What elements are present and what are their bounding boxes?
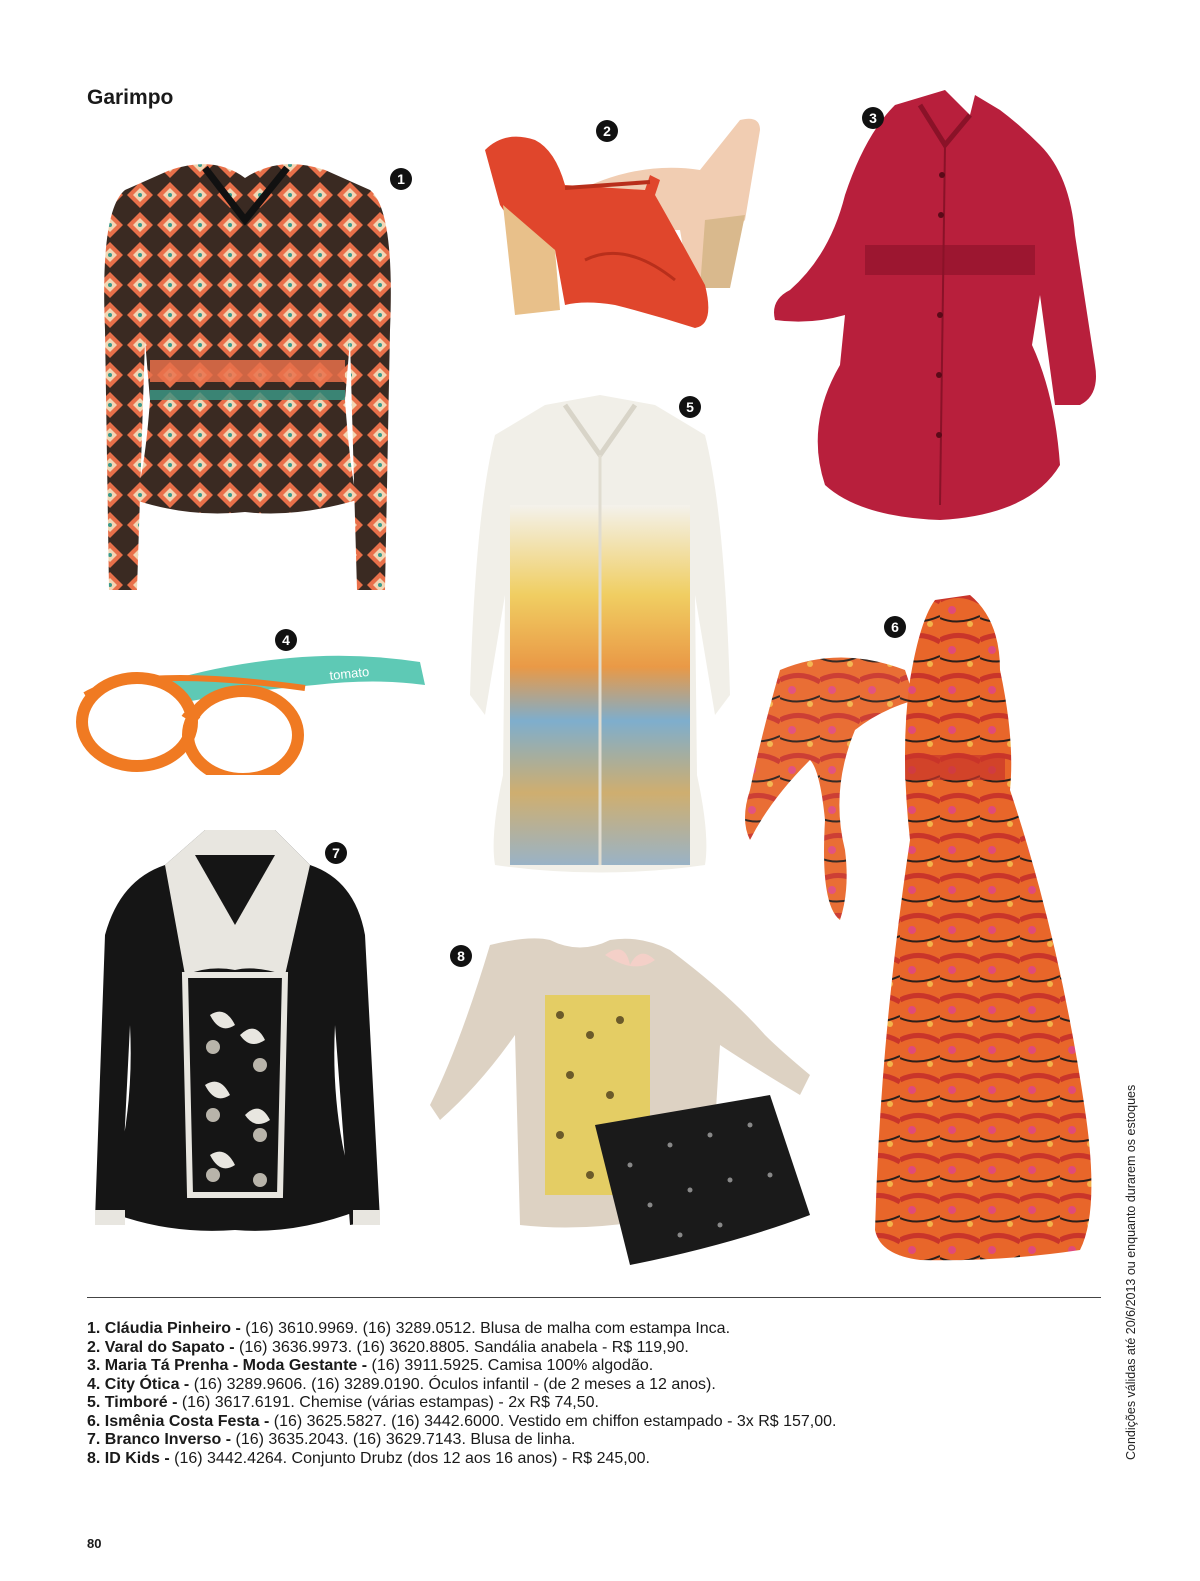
product-number-badge: 6	[884, 616, 906, 638]
store-name: 4. City Ótica -	[87, 1375, 190, 1393]
credit-line	[87, 1339, 1087, 1358]
printed-blouse-icon	[95, 150, 400, 600]
credit-line	[87, 1450, 1087, 1469]
product-number-badge: 2	[596, 120, 618, 142]
store-name: 2. Varal do Sapato -	[87, 1338, 235, 1356]
page-number: 80	[87, 1536, 102, 1551]
store-name: 6. Ismênia Costa Festa -	[87, 1412, 270, 1430]
product-details: (16) 3635.2043. (16) 3629.7143. Blusa de linha.	[231, 1431, 576, 1448]
product-details: (16) 3442.4264. Conjunto Drubz (dos 12 aos 16 anos) - R$ 245,00.	[169, 1449, 650, 1467]
wedge-sandals-icon	[475, 110, 775, 340]
product-details: (16) 3636.9973. (16) 3620.8805. Sandália anabela - R$ 119,90.	[234, 1338, 689, 1356]
section-title: Garimpo	[87, 86, 174, 109]
credit-line	[87, 1376, 1087, 1395]
product-number-badge: 7	[325, 842, 347, 864]
chiffon-shirt-dress-icon	[465, 395, 735, 875]
kids-outfit-icon	[430, 935, 825, 1270]
store-name: 3. Maria Tá Prenha - Moda Gestante -	[87, 1357, 368, 1374]
credit-line	[87, 1394, 1087, 1413]
product-number-badge: 5	[679, 396, 701, 418]
store-name: 7. Branco Inverso -	[87, 1431, 232, 1448]
product-number-badge: 3	[862, 107, 884, 129]
product-number-badge: 1	[390, 168, 412, 190]
product-number-badge: 8	[450, 945, 472, 967]
store-name: 8. ID Kids -	[87, 1449, 170, 1467]
store-name: 5. Timboré -	[87, 1394, 178, 1411]
product-details: (16) 3625.5827. (16) 3442.6000. Vestido em chiffon estampado - 3x R$ 157,00.	[269, 1412, 837, 1430]
credits-list	[87, 1320, 1087, 1468]
product-details: (16) 3617.6191. Chemise (várias estampas) - 2x R$ 74,50.	[177, 1394, 599, 1411]
product-details: (16) 3911.5925. Camisa 100% algodão.	[367, 1357, 654, 1374]
product-number-badge: 4	[275, 629, 297, 651]
validity-note: Condições válidas até 20/6/2013 ou enquanto durarem os estoques	[1124, 1084, 1138, 1460]
divider	[87, 1297, 1101, 1298]
glasses-brand-text: tomato	[328, 663, 370, 683]
credit-line	[87, 1431, 1087, 1450]
store-name: 1. Cláudia Pinheiro -	[87, 1320, 241, 1337]
knit-blouse-icon	[95, 825, 385, 1235]
product-details: (16) 3610.9969. (16) 3289.0512. Blusa de malha com estampa Inca.	[240, 1320, 731, 1337]
maternity-shirt-icon	[770, 85, 1105, 525]
kids-glasses-icon	[75, 640, 435, 775]
credit-line	[87, 1357, 1087, 1376]
product-details: (16) 3289.9606. (16) 3289.0190. Óculos infantil - (de 2 meses a 12 anos).	[189, 1375, 716, 1393]
credit-line	[87, 1320, 1087, 1339]
credit-line	[87, 1413, 1087, 1432]
